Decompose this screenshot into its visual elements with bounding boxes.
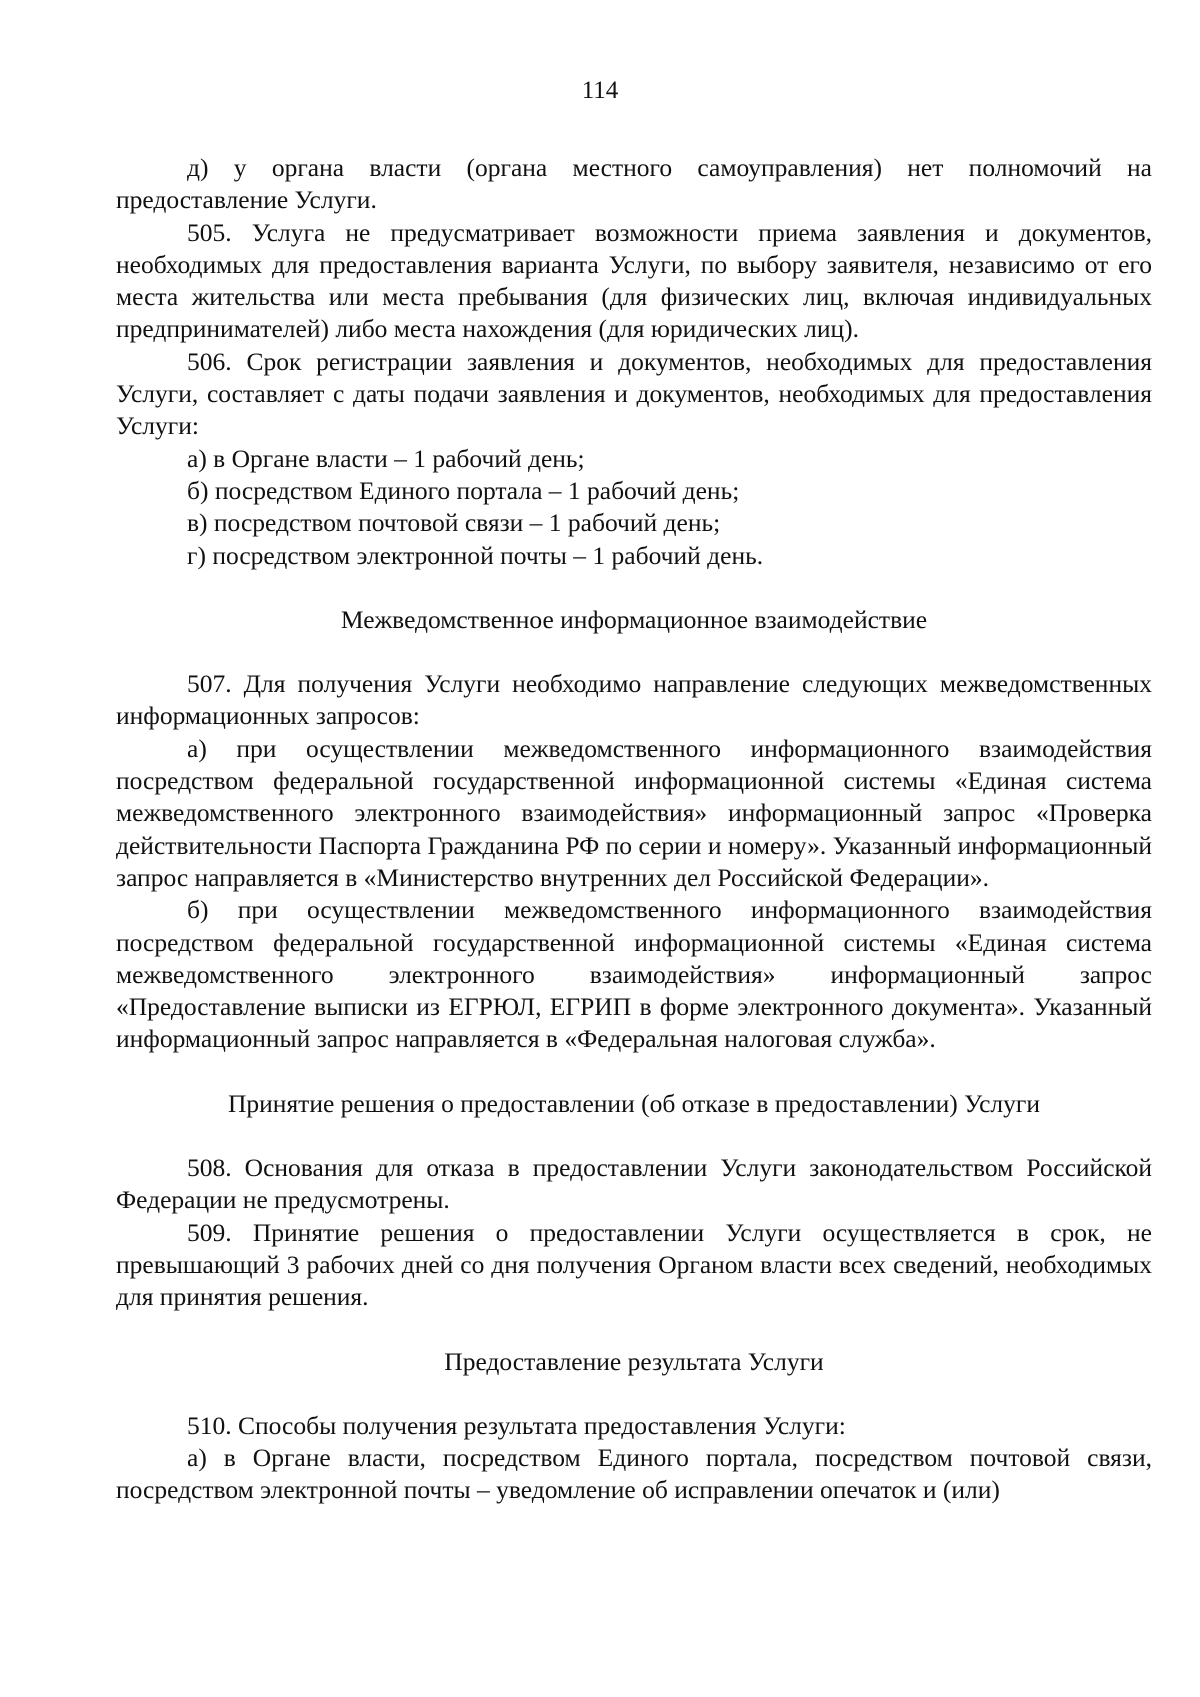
paragraph-507: 507. Для получения Услуги необходимо направление следующих межведомственных информационных запросов: — [116, 669, 1152, 731]
section-heading-result: Предоставление результата Услуги — [444, 1346, 824, 1376]
paragraph-509: 509. Принятие решения о предоставлении Услуги осуществляется в срок, не превышающий 3 рабочих дней со дня получения Органом власти всех сведений, необходимых для принятия решения. — [116, 1217, 1152, 1312]
paragraph-507-a: а) при осуществлении межведомственного информационного взаимодействия посредством федеральной государственной информационной системы «Единая система межведомственного электронного взаимодействия» информационный запрос «Проверка действительности Паспорта Гражданина РФ по серии и номеру». Указанный информационный запрос направляется в «Министерство внутренних дел Российской Федерации». — [116, 733, 1152, 892]
section-heading-interagency: Межведомственное информационное взаимодействие — [340, 604, 928, 634]
list-item-b: б) посредством Единого портала – 1 рабочий день; — [187, 475, 740, 505]
paragraph-506: 506. Срок регистрации заявления и документов, необходимых для предоставления Услуги, составляет с даты подачи заявления и документов, необходимых для предоставления Услуги: — [116, 346, 1152, 441]
paragraph-510: 510. Способы получения результата предоставления Услуги: — [187, 1410, 846, 1440]
paragraph-d-no-authority: д) у органа власти (органа местного самоуправления) нет полномочий на предоставление Услуги. — [116, 153, 1152, 215]
paragraph-505: 505. Услуга не предусматривает возможности приема заявления и документов, необходимых для предоставления варианта Услуги, по выбору заявителя, независимо от его места жительства или места пребывания (для физических лиц, включая индивидуальных предпринимателей) либо места нахождения (для юридических лиц). — [116, 217, 1152, 344]
document-body — [116, 152, 1152, 1507]
paragraph-507-b: б) при осуществлении межведомственного информационного взаимодействия посредством федеральной государственной информационной системы «Единая система межведомственного электронного взаимодействия» информационный запрос «Предоставление выписки из ЕГРЮЛ, ЕГРИП в форме электронного документа». Указанный информационный запрос направляется в «Федеральная налоговая служба». — [116, 895, 1152, 1054]
section-heading-decision: Принятие решения о предоставлении (об отказе в предоставлении) Услуги — [227, 1088, 1041, 1118]
page-number: 114 — [581, 77, 619, 104]
paragraph-508: 508. Основания для отказа в предоставлении Услуги законодательством Российской Федерации не предусмотрены. — [116, 1153, 1152, 1215]
list-item-a: а) в Органе власти – 1 рабочий день; — [187, 443, 585, 473]
list-item-g: г) посредством электронной почты – 1 рабочий день. — [187, 540, 764, 570]
paragraph-510-a: а) в Органе власти, посредством Единого портала, посредством почтовой связи, посредством электронной почты – уведомление об исправлении опечаток и (или) — [116, 1443, 1152, 1505]
list-item-v: в) посредством почтовой связи – 1 рабочий день; — [187, 508, 721, 538]
